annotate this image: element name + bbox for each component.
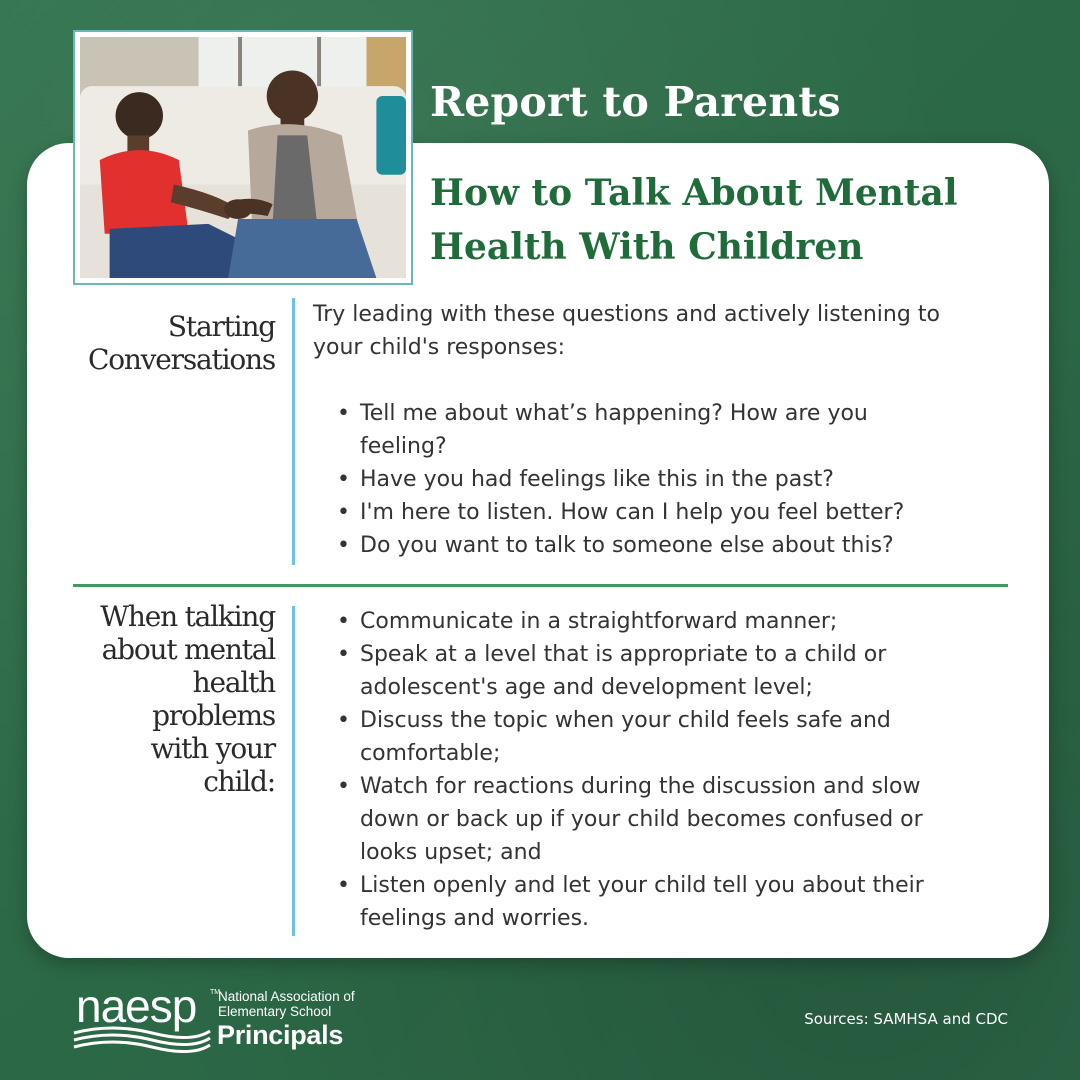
logo-waves-icon [72, 1025, 212, 1053]
logo-org-name: Principals [217, 1020, 344, 1050]
logo-org-line: Elementary School [218, 1004, 332, 1019]
logo-wordmark: naesp [76, 980, 197, 1032]
section-label-line: When talking [100, 600, 275, 633]
section-label-line: with your [150, 732, 275, 765]
list-item-line: • Do you want to talk to someone else about this? [360, 533, 894, 558]
header-photo [73, 30, 413, 285]
list-item-line: • Have you had feelings like this in the past? [360, 467, 834, 492]
list-item [337, 869, 1017, 935]
section-label-talking-about-mental-health [100, 600, 275, 798]
list-item-line: • Watch for reactions during the discussion and slow [360, 774, 921, 799]
list-item-line: adolescent's age and development level; [360, 675, 813, 700]
section-label-line: Starting [167, 310, 275, 343]
section-separator [73, 584, 1008, 587]
section-label-line: Conversations [87, 343, 275, 376]
logo-trademark: TM [210, 989, 221, 996]
logo-org-line: National Association of [218, 989, 355, 1004]
list-item-line: feeling? [360, 434, 447, 459]
sources-note: Sources: SAMHSA and CDC [804, 1010, 1008, 1028]
list-item-line: • I'm here to listen. How can I help you feel better? [360, 500, 905, 525]
list-item-line: • Listen openly and let your child tell you about their [360, 873, 924, 898]
intro-line: your child's responses: [313, 335, 565, 360]
subtitle-line: Health With Children [430, 226, 864, 268]
list-item-line: • Communicate in a straightforward manner; [360, 609, 838, 634]
page-subtitle [430, 166, 1030, 274]
list-item-line: feelings and worries. [360, 906, 590, 931]
list-item [337, 605, 1017, 638]
section-label-line: problems [152, 699, 275, 732]
list-item [337, 496, 1017, 529]
subtitle-line: How to Talk About Mental [430, 172, 958, 214]
section2-tips-list [337, 605, 1017, 935]
list-item-line: • Tell me about what’s happening? How are you [360, 401, 868, 426]
section1-intro [313, 298, 1033, 364]
list-item [337, 704, 1017, 770]
section1-divider [292, 298, 295, 565]
list-item-line: comfortable; [360, 741, 501, 766]
list-item-line: looks upset; and [360, 840, 542, 865]
section-label-line: health [192, 666, 275, 699]
report-title: Report to Parents [430, 78, 841, 126]
section2-divider [292, 606, 295, 936]
section-label-line: child: [203, 765, 275, 798]
list-item-line: • Speak at a level that is appropriate to a child or [360, 642, 887, 667]
intro-line: Try leading with these questions and actively listening to [313, 302, 940, 327]
list-item [337, 397, 1017, 463]
naesp-logo [70, 980, 370, 1055]
section-label-line: about mental [101, 633, 275, 666]
section1-question-list [337, 397, 1017, 562]
list-item [337, 770, 1017, 869]
list-item [337, 463, 1017, 496]
list-item-line: • Discuss the topic when your child feels safe and [360, 708, 891, 733]
list-item-line: down or back up if your child becomes confused or [360, 807, 923, 832]
list-item [337, 638, 1017, 704]
list-item [337, 529, 1017, 562]
section-label-starting-conversations [88, 310, 275, 376]
photo-illustration [80, 37, 406, 278]
